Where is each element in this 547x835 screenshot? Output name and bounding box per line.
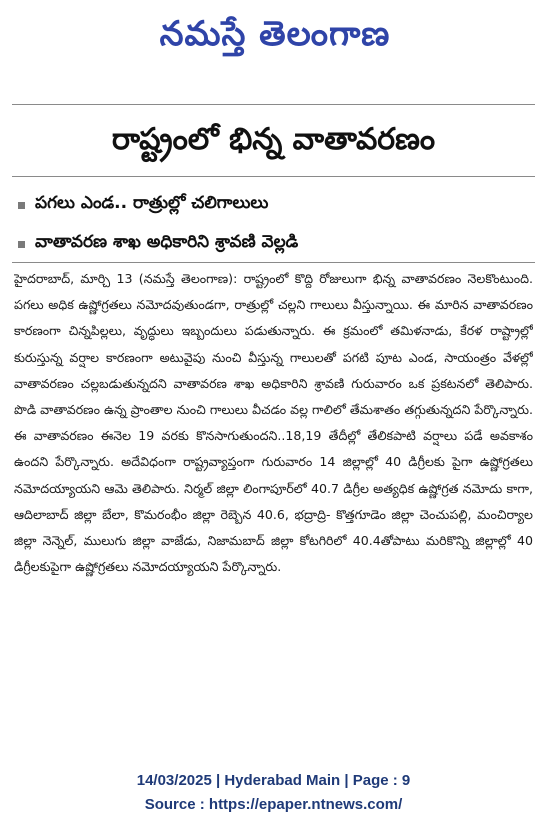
bullet-text: వాతావరణ శాఖ అధికారిని శ్రావణి వెల్లడి (35, 232, 299, 252)
bullets-divider (12, 262, 535, 263)
footer-source-link[interactable]: Source : https://epaper.ntnews.com/ (144, 796, 403, 813)
article-body: హైదరాబాద్, మార్చి 13 (నమస్తే తెలంగాణ): రాష్ట్రంలో కొద్ది రోజులుగా భిన్న వాతావరణం నెలకొంటుంది. పగలు అధిక ఉష్ణోగ్రతలు నమోదవుతుండగా, రాత్రుల్లో చల్లని గాలులు వీస్తున్నాయి. ఈ మారిన వాతావరణం కారణంగా చిన్నపిల్లలు, వృద్ధులు ఇబ్బందులు పడుతున్నారు. ఈ క్రమంలో తమిళనాడు, కేరళ రాష్ట్రాల్లో కురుస్తున్న వర్షాల కారణంగా అటువైపు నుంచి వీస్తున్న గాలులతో పగటి పూట ఎండ, సాయంత్రం వేళల్లో వాతావరణం చల్లబడుతున్నదని వాతావరణ శాఖ అధికారిని శ్రావణి గురువారం ఒక ప్రకటనలో తెలిపారు. పొడి వాతావరణం ఉన్న ప్రాంతాల నుంచి గాలులు వీచడం వల్ల గాలిలో తేమశాతం తగ్గుతున్నదని పేర్కొన్నారు. ఈ వాతావరణం ఈనెల 19 వరకు కొనసాగుతుందని..18,19 తేదీల్లో తేలికపాటి వర్షాలు పడే అవకాశం ఉందని పేర్కొన్నారు. అదేవిధంగా రాష్ట్రవ్యాప్తంగా గురువారం 14 జిల్లాల్లో 40 డిగ్రీలకు పైగా ఉష్ణోగ్రతలు నమోదయ్యాయని ఆమె తెలిపారు. నిర్మల్ జిల్లా లింగాపూర్‌లో 40.7 డిగ్రీల అత్యధిక ఉష్ణోగ్రత నమోదు కాగా, ఆదిలాబాద్ జిల్లా బేలా, కొమరంభీం జిల్లా రెబ్బెన 40.6, భద్రాద్రి- కొత్తగూడెం జిల్లా చెంచుపల్లి, మంచిర్యాల జిల్లా నెన్నెల్, ములుగు జిల్లా వాజేడు, నిజామబాద్ జిల్లా కోటగిరిలో 40.4తోపాటు మరికొన్ని జిల్లాల్లో 40 డిగ్రీలకుపైగా ఉష్ణోగ్రతలు నమోదయ్యాయని పేర్కొన్నారు. (14, 271, 533, 575)
footer-edition-info: 14/03/2025 | Hyderabad Main | Page : 9 (136, 772, 411, 789)
headline-divider (12, 176, 535, 177)
article-headline: రాష్ట్రంలో భిన్న వాతావరణం (111, 122, 436, 157)
masthead-divider (12, 104, 535, 105)
newspaper-masthead: నమస్తే తెలంగాణ (159, 14, 391, 54)
bullet-point-2 (14, 229, 534, 259)
bullet-text: పగలు ఎండ.. రాత్రుల్లో చలిగాలులు (35, 193, 269, 213)
bullet-square-icon (18, 241, 25, 248)
bullet-point-1 (14, 190, 534, 220)
bullet-square-icon (18, 202, 25, 209)
